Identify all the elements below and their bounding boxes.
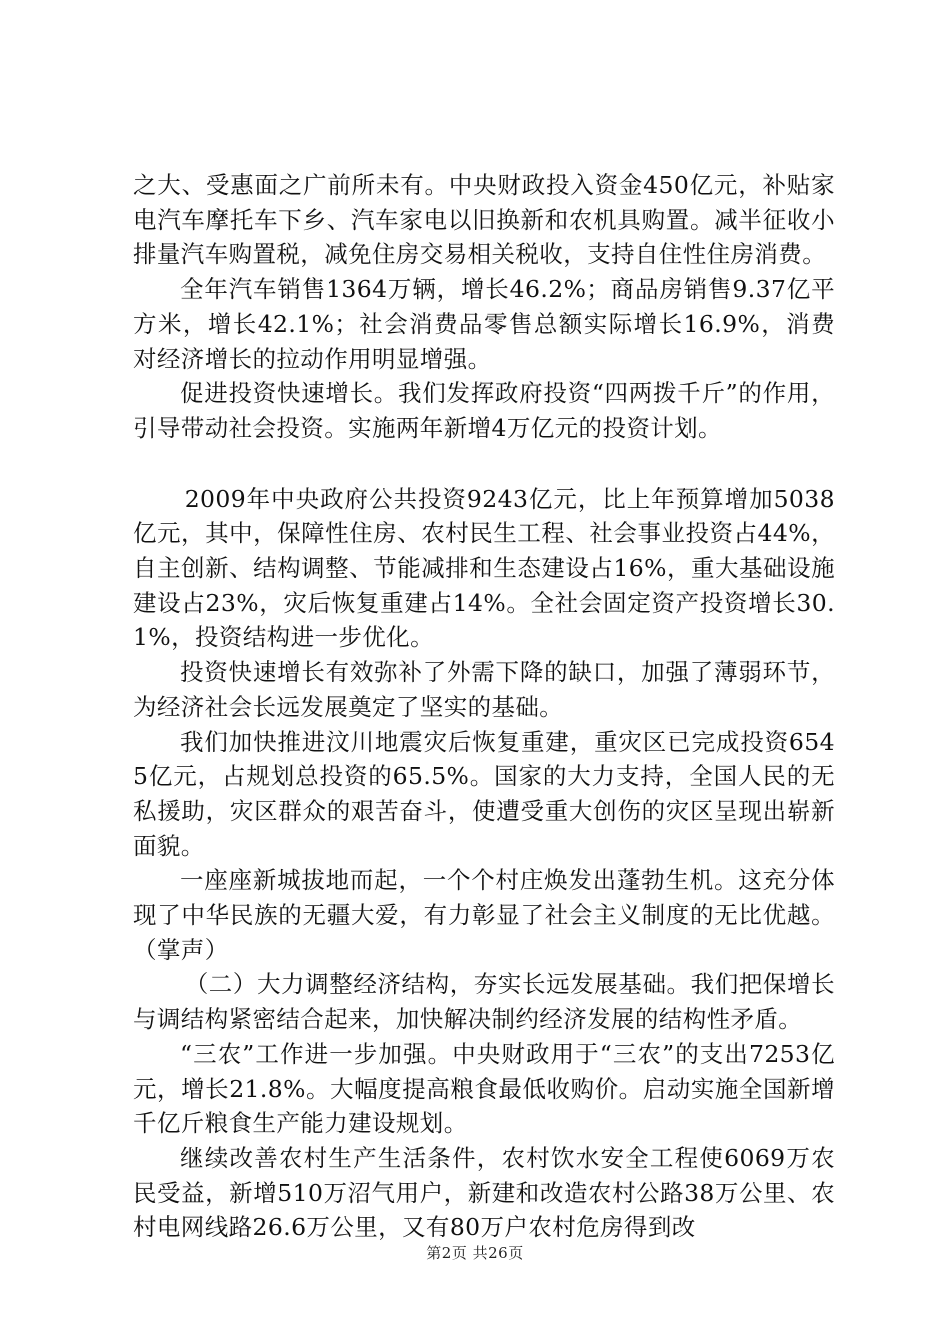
document-body bbox=[133, 168, 835, 1245]
paragraph-public-investment-2009: 2009年中央政府公共投资9243亿元，比上年预算增加5038亿元，其中，保障性住房、农村民生工程、社会事业投资占44%，自主创新、结构调整、节能减排和生态建设占16%，重大基础设施建设占23%，灾后恢复重建占14%。全社会固定资产投资增长30.1%，投资结构进一步优化。 bbox=[133, 484, 835, 652]
paragraph-wenchuan-reconstruction: 我们加快推进汶川地震灾后恢复重建，重灾区已完成投资6545亿元，占规划总投资的65.5%。国家的大力支持，全国人民的无私援助，灾区群众的艰苦奋斗，使遭受重大创伤的灾区呈现出崭新面貌。 bbox=[133, 727, 835, 860]
paragraph-economic-structure: （二）大力调整经济结构，夯实长远发展基础。我们把保增长与调结构紧密结合起来，加快解决制约经济发展的结构性矛盾。 bbox=[133, 970, 835, 1034]
paragraph-new-cities: 一座座新城拔地而起，一个个村庄焕发出蓬勃生机。这充分体现了中华民族的无疆大爱，有力彰显了社会主义制度的无比优越。（掌声） bbox=[133, 866, 835, 964]
paragraph-rural-conditions: 继续改善农村生产生活条件，农村饮水安全工程使6069万农民受益，新增510万沼气用户，新建和改造农村公路38万公里、农村电网线路26.6万公里，又有80万户农村危房得到改 bbox=[133, 1143, 835, 1242]
paragraph-car-housing-sales: 全年汽车销售1364万辆，增长46.2%；商品房销售9.37亿平方米，增长42.1%；社会消费品零售总额实际增长16.9%，消费对经济增长的拉动作用明显增强。 bbox=[133, 275, 835, 373]
paragraph-promote-investment: 促进投资快速增长。我们发挥政府投资“四两拨千斤”的作用，引导带动社会投资。实施两年新增4万亿元的投资计划。 bbox=[133, 379, 835, 442]
page-number-footer: 第2页 共26页 bbox=[426, 1244, 524, 1262]
paragraph-investment-effect: 投资快速增长有效弥补了外需下降的缺口，加强了薄弱环节，为经济社会长远发展奠定了坚实的基础。 bbox=[133, 658, 835, 721]
paragraph-consumption-subsidy: 之大、受惠面之广前所未有。中央财政投入资金450亿元，补贴家电汽车摩托车下乡、汽车家电以旧换新和农机具购置。减半征收小排量汽车购置税，减免住房交易相关税收，支持自住性住房消费。 bbox=[133, 171, 835, 269]
paragraph-sannong: “三农”工作进一步加强。中央财政用于“三农”的支出7253亿元，增长21.8%。大幅度提高粮食最低收购价。启动实施全国新增千亿斤粮食生产能力建设规划。 bbox=[133, 1039, 835, 1138]
